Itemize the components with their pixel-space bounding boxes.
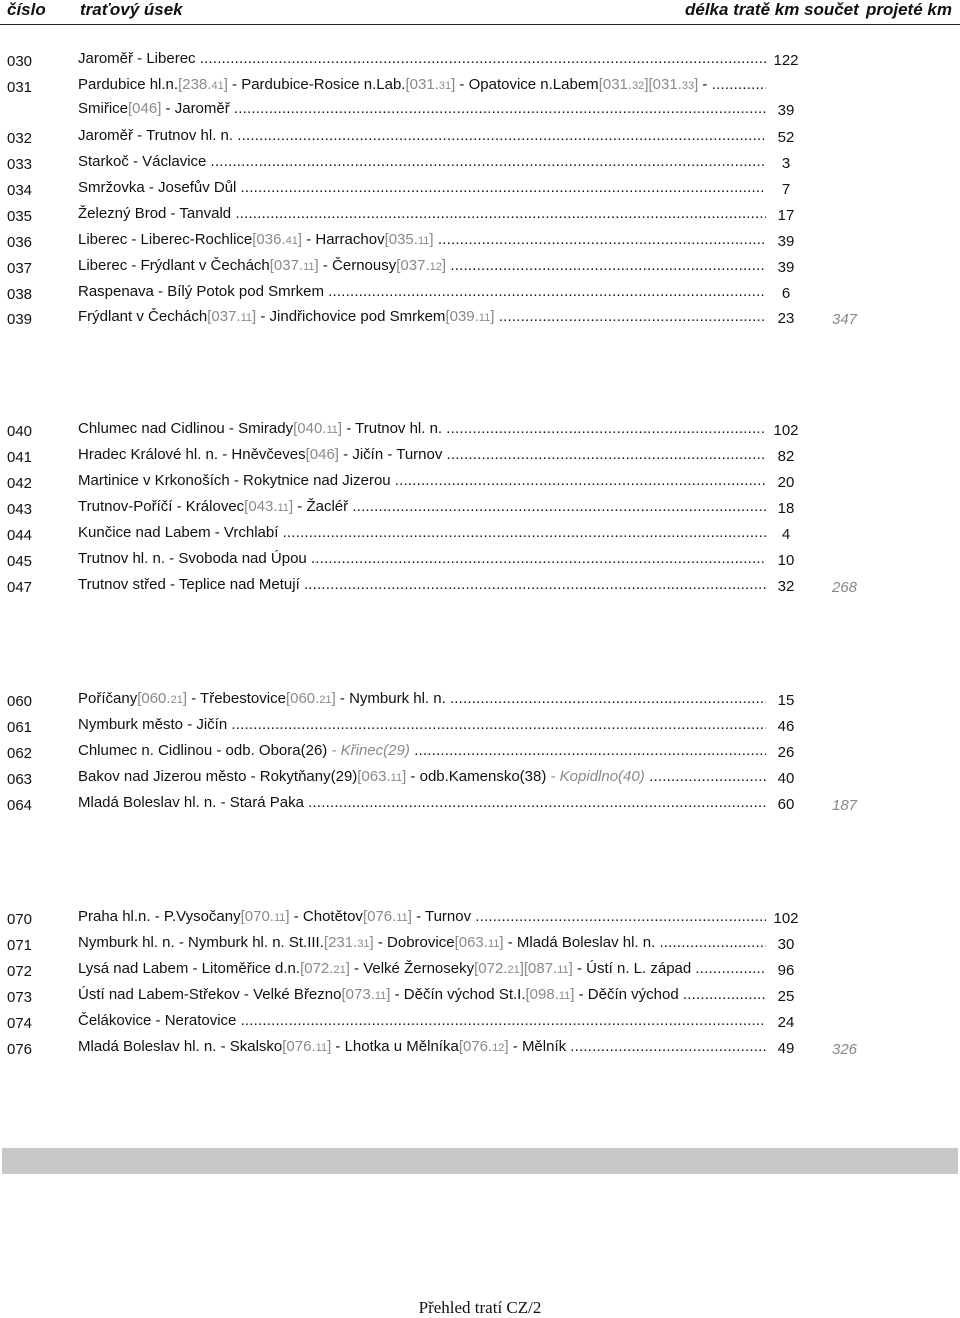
track-section-part: ] (252, 308, 257, 325)
track-section-part: - Žacléř (293, 498, 353, 515)
table-row (0, 498, 960, 520)
track-section (78, 446, 766, 464)
track-length: 60 (777, 796, 795, 813)
track-section-part: Martinice v Krkonoších - Rokytnice nad Jizerou (78, 472, 395, 489)
header-soucet: součet (804, 0, 859, 19)
track-section-part: ] (568, 960, 573, 977)
track-section (78, 100, 766, 118)
track-section-part: - Děčín východ (574, 986, 683, 1003)
track-section-part: [060. (285, 690, 320, 707)
table-row (0, 716, 960, 738)
track-section-part: 11 (303, 261, 315, 273)
track-section-part: ] (499, 934, 504, 951)
track-number: 041 (7, 449, 33, 466)
track-section-part: [072. (300, 960, 334, 977)
track-section-part: Starkoč - Václavice (78, 153, 211, 170)
track-length: 40 (777, 770, 795, 787)
track-section-part: - Jaroměř (161, 100, 234, 117)
track-section (78, 153, 766, 171)
track-section-part: [076. (458, 1038, 493, 1055)
track-section-part: - Pardubice-Rosice n.Lab. (227, 76, 406, 93)
header-usek: traťový úsek (80, 0, 183, 19)
track-section-part: 11 (240, 312, 253, 324)
track-section-part: - Velké Žernoseky (349, 960, 475, 977)
table-row (0, 576, 960, 598)
table-row (0, 550, 960, 572)
table-row (0, 446, 960, 468)
track-section-part: 11 (390, 772, 403, 784)
track-section (78, 283, 766, 301)
table-row (0, 308, 960, 330)
track-length: 39 (777, 233, 795, 250)
track-section-part: ] (314, 257, 319, 274)
track-section (78, 794, 766, 812)
track-number: 072 (7, 963, 33, 980)
track-length: 39 (777, 259, 795, 276)
track-section-part: Chlumec n. Cidlinou - odb. Obora(26) (78, 742, 332, 759)
track-section-part: [037. (207, 308, 241, 325)
group-total: 347 (832, 311, 858, 328)
track-section-part: - Lhotka u Mělníka (331, 1038, 459, 1055)
track-section-part: ] (182, 690, 187, 707)
table-header (0, 0, 960, 22)
track-length: 24 (777, 1014, 795, 1031)
track-section-part: - Trutnov hl. n. (342, 420, 447, 437)
track-number: 038 (7, 286, 33, 303)
track-number: 030 (7, 53, 33, 70)
track-section-part: ] (327, 1038, 332, 1055)
track-section-part: 31 (438, 80, 452, 92)
track-section (78, 908, 766, 926)
track-section (78, 127, 766, 145)
group-total: 268 (832, 579, 858, 596)
track-number: 047 (7, 579, 33, 596)
track-section-part: [076. (282, 1038, 316, 1055)
track-section-part: - Jičín - Turnov (338, 446, 447, 463)
header-delka: délka tratě km (685, 0, 800, 19)
track-number: 044 (7, 527, 33, 544)
table-row (0, 472, 960, 494)
track-section-part: - Opatovice n.Labem (455, 76, 599, 93)
track-section-part: Trutnov-Poříčí - Královec (78, 498, 245, 515)
track-section-part: 33 (681, 80, 695, 92)
track-section-part: Nymburk město - Jičín (78, 716, 232, 733)
track-length: 17 (777, 207, 795, 224)
table-row (0, 205, 960, 227)
track-length: 25 (777, 988, 795, 1005)
track-section-part: ] (285, 908, 290, 925)
track-section-part: 21 (319, 694, 332, 706)
track-section-part: 12 (429, 261, 442, 273)
track-section-part: ] (407, 908, 412, 925)
table-row (0, 524, 960, 546)
track-section-part: Nymburk hl. n. - Nymburk hl. n. St.III. (78, 934, 324, 951)
track-section (78, 1012, 766, 1030)
table-row (0, 908, 960, 930)
track-section-part: Chlumec nad Cidlinou - Smirady (78, 420, 294, 437)
track-length: 30 (777, 936, 795, 953)
track-section-part: [060. (137, 690, 171, 707)
track-section-part: 11 (478, 312, 491, 324)
track-section-part: Frýdlant v Čechách (78, 308, 208, 325)
table-row (0, 794, 960, 816)
track-section-part: Kunčice nad Labem - Vrchlabí (78, 524, 283, 541)
track-section-part: [076. (362, 908, 397, 925)
track-section-part: - Černousy (318, 257, 397, 274)
track-section (78, 50, 766, 68)
table-row (0, 986, 960, 1008)
table-row (0, 231, 960, 253)
track-section-part: - Ústí n. L. západ (572, 960, 696, 977)
track-section (78, 934, 766, 952)
track-section (78, 716, 766, 734)
track-number: 031 (7, 79, 33, 96)
table-row (0, 960, 960, 982)
track-section (78, 1038, 766, 1056)
track-section (78, 257, 766, 275)
track-section-part: Mladá Boleslav hl. n. - Stará Paka (78, 794, 309, 811)
track-section-part: - Dobrovice (373, 934, 455, 951)
track-length: 46 (777, 718, 795, 735)
header-projete: projeté km (866, 0, 952, 19)
table-row (0, 420, 960, 442)
track-number: 037 (7, 260, 33, 277)
track-length: 102 (773, 910, 799, 927)
track-section-part: ] (451, 76, 456, 93)
track-section-part: Jaroměř - Liberec (78, 50, 200, 67)
header-divider (0, 24, 960, 25)
track-number: 064 (7, 797, 33, 814)
track-length: 49 (777, 1040, 795, 1057)
track-section-part: 12 (492, 1042, 505, 1054)
table-row (0, 934, 960, 956)
track-length: 122 (773, 52, 799, 69)
track-section-part: [072. (474, 960, 508, 977)
track-section-part: ] (402, 768, 407, 785)
track-section-part: - Třebestovice (187, 690, 286, 707)
track-section-part: Liberec - Frýdlant v Čechách (78, 257, 270, 274)
track-section-part: Čelákovice - Neratovice (78, 1012, 241, 1029)
track-section (78, 472, 766, 490)
track-section-part: ] (490, 308, 495, 325)
track-section-part: Lysá nad Labem - Litoměřice d.n. (78, 960, 301, 977)
track-number: 071 (7, 937, 33, 954)
track-section-part: [238. (178, 76, 212, 93)
track-length: 102 (773, 422, 799, 439)
track-section-part: [031. (598, 76, 633, 93)
track-number: 043 (7, 501, 33, 518)
track-section-part: [037. (269, 257, 304, 274)
track-section (78, 420, 766, 438)
track-number: 076 (7, 1041, 33, 1058)
track-section-part: - (698, 76, 708, 93)
track-section (78, 76, 766, 94)
track-section-part: ] (345, 960, 350, 977)
track-section-part: ] (369, 934, 374, 951)
track-section-part: ] (694, 76, 699, 93)
page-footer: Přehled tratí CZ/2 (418, 1298, 542, 1317)
track-section-part: ] (441, 257, 447, 274)
track-section-part: [031. (405, 76, 439, 93)
track-section (78, 205, 766, 223)
track-number: 045 (7, 553, 33, 570)
track-number: 035 (7, 208, 33, 225)
track-section (78, 960, 766, 978)
track-section-part: 21 (507, 964, 520, 976)
track-section-part: - Mladá Boleslav hl. n. (503, 934, 660, 951)
track-section-part: 11 (273, 912, 286, 924)
track-number: 074 (7, 1015, 33, 1032)
table-row (0, 127, 960, 149)
group-total: 187 (832, 797, 858, 814)
track-section-part: Hradec Králové hl. n. - Hněvčeves (78, 446, 306, 463)
track-section-part: ][031. (644, 76, 682, 93)
track-section-part: 11 (487, 938, 500, 950)
track-length: 15 (777, 692, 795, 709)
track-section-part: - Harrachov (302, 231, 385, 248)
track-section-part: - Děčín východ St.I. (390, 986, 526, 1003)
track-section-part: [070. (240, 908, 274, 925)
track-section-part: ] (331, 690, 336, 707)
track-section-part: [036. (252, 231, 286, 248)
track-section-part: [098. (525, 986, 559, 1003)
table-row (0, 257, 960, 279)
track-section-part: 11 (396, 912, 408, 924)
track-section-part: ] (504, 1038, 509, 1055)
track-section-part: 11 (374, 990, 387, 1002)
track-length: 39 (777, 102, 795, 119)
track-section-part: [043. (244, 498, 278, 515)
track-section-part: 21 (333, 964, 346, 976)
track-section-part: 11 (558, 990, 571, 1002)
track-section-part: 41 (285, 235, 298, 247)
track-number: 063 (7, 771, 33, 788)
track-section (78, 742, 766, 760)
track-section-part: Jaroměř - Trutnov hl. n. (78, 127, 238, 144)
table-row (0, 50, 960, 72)
track-section-part: - Jindřichovice pod Smrkem (256, 308, 446, 325)
track-section-part: Železný Brod - Tanvald (78, 205, 236, 222)
track-number: 042 (7, 475, 33, 492)
track-section-part: Liberec - Liberec-Rochlice (78, 231, 253, 248)
track-number: 060 (7, 693, 33, 710)
track-section-part: [046] (305, 446, 339, 463)
track-section-part: [039. (445, 308, 479, 325)
track-section-part: Ústí nad Labem-Střekov - Velké Březno (78, 986, 342, 1003)
track-length: 10 (777, 552, 795, 569)
track-section-part: ] (223, 76, 228, 93)
track-number: 073 (7, 989, 33, 1006)
track-section-part: - Nymburk hl. n. (335, 690, 450, 707)
track-section-part: [073. (341, 986, 375, 1003)
track-length: 18 (777, 500, 795, 517)
track-length: 96 (777, 962, 795, 979)
track-length: 4 (781, 526, 791, 543)
track-section (78, 498, 766, 516)
track-section (78, 986, 766, 1004)
table-row (0, 690, 960, 712)
track-section-part: [046] (128, 100, 162, 117)
track-section-part: - Turnov (411, 908, 476, 925)
track-section-part: - Křinec(29) (331, 742, 410, 759)
track-section-part: ][087. (519, 960, 558, 977)
track-section-part: [063. (454, 934, 488, 951)
track-number: 034 (7, 182, 33, 199)
track-section-part: Raspenava - Bílý Potok pod Smrkem (78, 283, 329, 300)
track-number: 033 (7, 156, 33, 173)
track-section-part: Bakov nad Jizerou město - Rokytňany(29) (78, 768, 358, 785)
track-length: 6 (781, 285, 791, 302)
track-section (78, 308, 766, 326)
track-section-part: 31 (357, 938, 370, 950)
track-section-part: Smržovka - Josefův Důl (78, 179, 241, 196)
track-section-part: Poříčany (78, 690, 138, 707)
track-length: 52 (777, 129, 795, 146)
track-section-part: 11 (557, 964, 569, 976)
track-number: 040 (7, 423, 33, 440)
track-length: 26 (777, 744, 795, 761)
gray-bar (2, 1148, 958, 1174)
track-section (78, 768, 766, 786)
header-cislo: číslo (7, 0, 46, 19)
table-row (0, 76, 960, 98)
track-section-part: Trutnov hl. n. - Svoboda nad Úpou (78, 550, 311, 567)
track-section-part: 21 (170, 694, 183, 706)
track-length: 7 (781, 181, 791, 198)
track-section-part: Pardubice hl.n. (78, 76, 179, 93)
track-section-part: - Kopidlno(40) (550, 768, 645, 785)
track-section-part: ] (337, 420, 343, 437)
track-section-part: [040. (293, 420, 327, 437)
track-number: 061 (7, 719, 33, 736)
track-number: 062 (7, 745, 33, 762)
table-row (0, 153, 960, 175)
track-section (78, 576, 766, 594)
track-section (78, 690, 766, 708)
track-section (78, 550, 766, 568)
table-row (0, 179, 960, 201)
track-section-part: 11 (277, 502, 289, 514)
track-section-part: ] (386, 986, 391, 1003)
track-number: 070 (7, 911, 33, 928)
table-row (0, 1038, 960, 1060)
track-section (78, 524, 766, 542)
track-section-part: - Chotětov (289, 908, 363, 925)
track-section-part: Praha hl.n. - P.Vysočany (78, 908, 241, 925)
track-section (78, 231, 766, 249)
track-section-part: - Mělník (508, 1038, 571, 1055)
track-section-part: Mladá Boleslav hl. n. - Skalsko (78, 1038, 283, 1055)
track-number: 039 (7, 311, 33, 328)
track-number: 036 (7, 234, 33, 251)
table-row (0, 768, 960, 790)
table-row (0, 742, 960, 764)
track-section-part: ] (297, 231, 303, 248)
track-section-part: 32 (632, 80, 645, 92)
track-section-part: ] (429, 231, 434, 248)
track-section-part: - odb.Kamensko(38) (406, 768, 551, 785)
track-section-part: [035. (384, 231, 418, 248)
group-total: 326 (832, 1041, 858, 1058)
track-length: 82 (777, 448, 795, 465)
track-section (78, 179, 766, 197)
track-number: 032 (7, 130, 33, 147)
track-section-part: ] (570, 986, 575, 1003)
track-section-part: 11 (326, 424, 338, 436)
table-row (0, 1012, 960, 1034)
track-length: 32 (777, 578, 795, 595)
track-section-part: ] (288, 498, 294, 515)
track-length: 23 (777, 310, 795, 327)
track-section-part: 11 (417, 235, 430, 247)
table-row (0, 283, 960, 305)
track-section-part: Trutnov střed - Teplice nad Metují (78, 576, 304, 593)
table-row (0, 100, 960, 122)
track-section-part: 11 (315, 1042, 328, 1054)
track-length: 20 (777, 474, 795, 491)
track-section-part: [063. (357, 768, 391, 785)
track-section-part: Smiřice (78, 100, 129, 117)
track-section-part: 41 (211, 80, 224, 92)
track-length: 3 (781, 155, 791, 172)
track-section-part: [037. (396, 257, 430, 274)
track-section-part: [231. (323, 934, 358, 951)
